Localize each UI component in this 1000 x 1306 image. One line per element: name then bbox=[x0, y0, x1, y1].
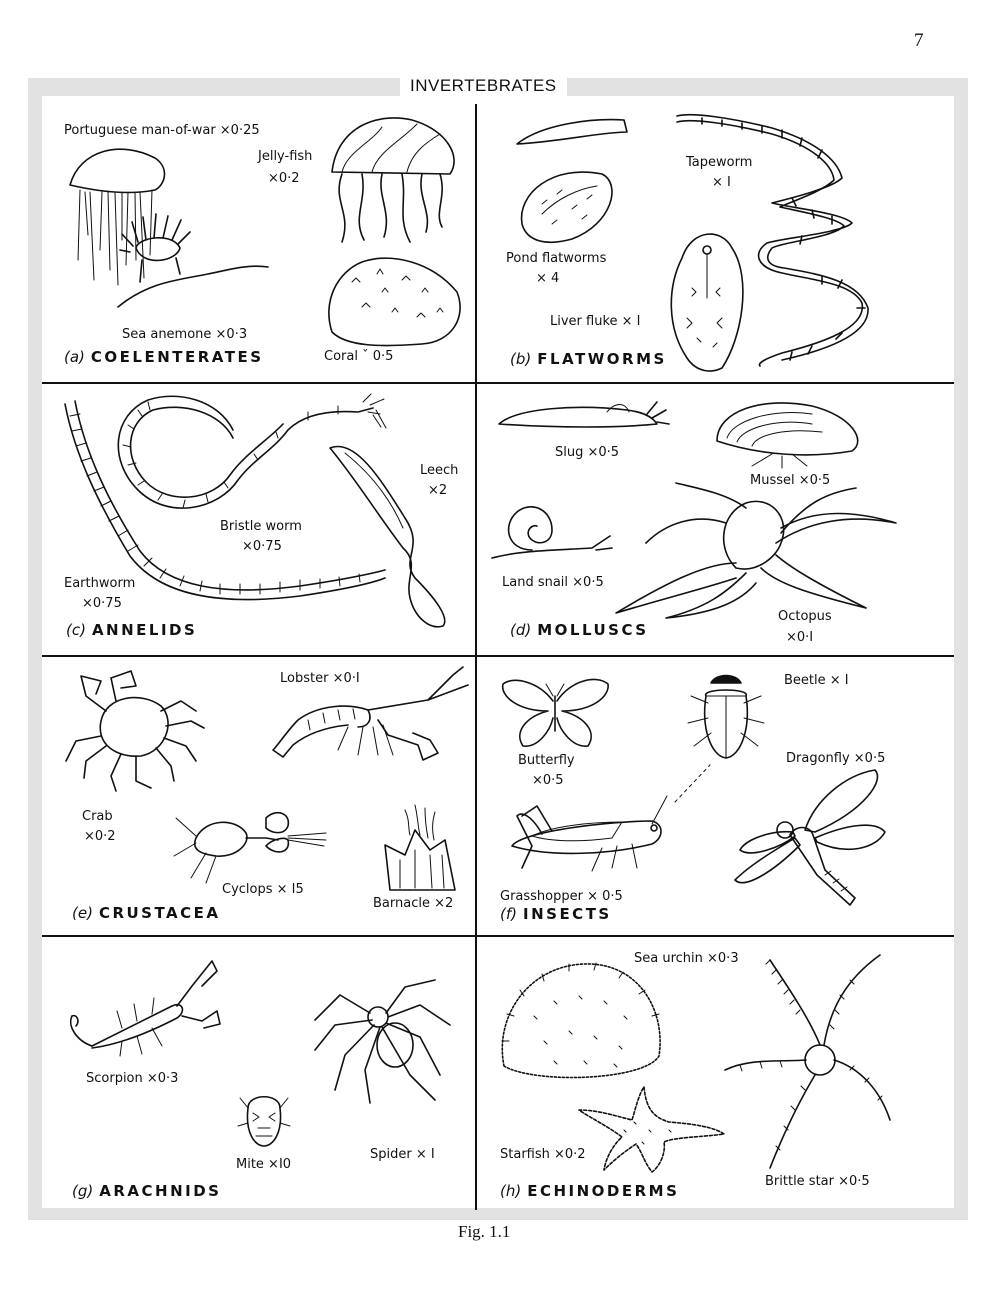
label-leech-scale: ×2 bbox=[428, 483, 448, 498]
label-butterfly-scale: ×0·5 bbox=[532, 773, 564, 788]
label-pond-flatworms-scale: × 4 bbox=[536, 271, 560, 286]
label-leech: Leech bbox=[420, 463, 459, 478]
pond-flatworm-drawing bbox=[512, 114, 632, 249]
figure-heading: INVERTEBRATES bbox=[400, 72, 567, 100]
octopus-drawing bbox=[606, 483, 906, 628]
panel-letter: (e) bbox=[72, 904, 93, 922]
label-barnacle: Barnacle ×2 bbox=[373, 896, 454, 911]
group-name: COELENTERATES bbox=[90, 348, 264, 366]
label-sea-anemone: Sea anemone ×0·3 bbox=[122, 327, 248, 342]
group-title-flatworms bbox=[510, 350, 667, 368]
panel-divider-row-1 bbox=[42, 382, 954, 384]
label-starfish: Starfish ×0·2 bbox=[500, 1147, 586, 1162]
group-name: ANNELIDS bbox=[91, 621, 198, 639]
label-coral: Coral ˇ 0·5 bbox=[324, 349, 394, 364]
label-cyclops: Cyclops × I5 bbox=[222, 882, 304, 897]
label-land-snail: Land snail ×0·5 bbox=[502, 575, 604, 590]
jellyfish-drawing bbox=[322, 112, 462, 247]
group-name: INSECTS bbox=[523, 905, 612, 923]
cyclops-drawing bbox=[166, 798, 331, 888]
mite-drawing bbox=[238, 1088, 290, 1150]
panel-letter: (f) bbox=[500, 905, 517, 923]
panel-divider-row-2 bbox=[42, 655, 954, 657]
label-lobster: Lobster ×0·I bbox=[280, 671, 360, 686]
dragonfly-drawing bbox=[735, 770, 890, 910]
panel-letter: (a) bbox=[64, 348, 85, 366]
label-butterfly: Butterfly bbox=[518, 753, 575, 768]
crab-drawing bbox=[56, 666, 211, 796]
grasshopper-drawing bbox=[492, 776, 672, 874]
label-tapeworm: Tapeworm bbox=[686, 155, 753, 170]
group-name: CRUSTACEA bbox=[98, 904, 221, 922]
label-octopus: Octopus bbox=[778, 609, 832, 624]
group-title-annelids bbox=[66, 621, 197, 639]
label-crab: Crab bbox=[82, 809, 113, 824]
starfish-drawing bbox=[574, 1082, 729, 1174]
panel-letter: (d) bbox=[510, 621, 532, 639]
land-snail-drawing bbox=[492, 500, 614, 560]
sea-urchin-drawing bbox=[494, 956, 669, 1086]
panel-letter: (h) bbox=[500, 1182, 522, 1200]
label-pond-flatworms: Pond flatworms bbox=[506, 251, 607, 266]
mussel-drawing bbox=[712, 396, 867, 468]
panel-letter: (g) bbox=[72, 1182, 94, 1200]
group-title-arachnids bbox=[72, 1182, 221, 1200]
label-beetle: Beetle × I bbox=[784, 673, 849, 688]
label-earthworm-scale: ×0·75 bbox=[82, 596, 122, 611]
label-dragonfly: Dragonfly ×0·5 bbox=[786, 751, 886, 766]
label-liver-fluke: Liver fluke × I bbox=[550, 314, 641, 329]
spider-drawing bbox=[310, 975, 460, 1105]
label-earthworm: Earthworm bbox=[64, 576, 136, 591]
label-sea-urchin: Sea urchin ×0·3 bbox=[634, 951, 739, 966]
label-bristle-worm-scale: ×0·75 bbox=[242, 539, 282, 554]
label-spider: Spider × I bbox=[370, 1147, 435, 1162]
label-jellyfish-scale: ×0·2 bbox=[268, 171, 300, 186]
label-brittle-star: Brittle star ×0·5 bbox=[765, 1174, 870, 1189]
path-dashes bbox=[670, 760, 715, 805]
label-scorpion: Scorpion ×0·3 bbox=[86, 1071, 179, 1086]
panel-divider-vertical bbox=[475, 104, 477, 1210]
panel-letter: (b) bbox=[510, 350, 532, 368]
figure-caption: Fig. 1.1 bbox=[458, 1222, 511, 1241]
scorpion-drawing bbox=[62, 956, 222, 1064]
barnacle-drawing bbox=[380, 800, 460, 895]
label-jellyfish: Jelly-fish bbox=[258, 149, 313, 164]
coral-drawing bbox=[322, 252, 467, 347]
liver-fluke-drawing bbox=[662, 228, 757, 373]
group-title-crustacea bbox=[72, 904, 221, 922]
sea-anemone-drawing bbox=[118, 212, 273, 307]
group-title-insects bbox=[500, 905, 612, 923]
label-tapeworm-scale: × I bbox=[712, 175, 731, 190]
slug-drawing bbox=[497, 394, 669, 434]
group-title-molluscs bbox=[510, 621, 649, 639]
group-name: FLATWORMS bbox=[537, 350, 667, 368]
group-name: MOLLUSCS bbox=[537, 621, 649, 639]
group-title-coelenterates bbox=[64, 348, 264, 366]
panel-letter: (c) bbox=[66, 621, 86, 639]
butterfly-drawing bbox=[498, 676, 613, 751]
group-name: ARACHNIDS bbox=[99, 1182, 222, 1200]
brittle-star-drawing bbox=[720, 950, 895, 1172]
label-portuguese-man-of-war: Portuguese man-of-war ×0·25 bbox=[64, 123, 260, 138]
label-octopus-scale: ×0·I bbox=[786, 630, 814, 645]
label-crab-scale: ×0·2 bbox=[84, 829, 116, 844]
page-number: 7 bbox=[914, 30, 924, 51]
label-mussel: Mussel ×0·5 bbox=[750, 473, 831, 488]
label-bristle-worm: Bristle worm bbox=[220, 519, 302, 534]
panel-divider-row-3 bbox=[42, 935, 954, 937]
label-mite: Mite ×I0 bbox=[236, 1157, 292, 1172]
group-title-echinoderms bbox=[500, 1182, 679, 1200]
beetle-drawing bbox=[686, 668, 766, 760]
label-grasshopper: Grasshopper × 0·5 bbox=[500, 889, 623, 904]
label-slug: Slug ×0·5 bbox=[555, 445, 620, 460]
group-name: ECHINODERMS bbox=[527, 1182, 680, 1200]
